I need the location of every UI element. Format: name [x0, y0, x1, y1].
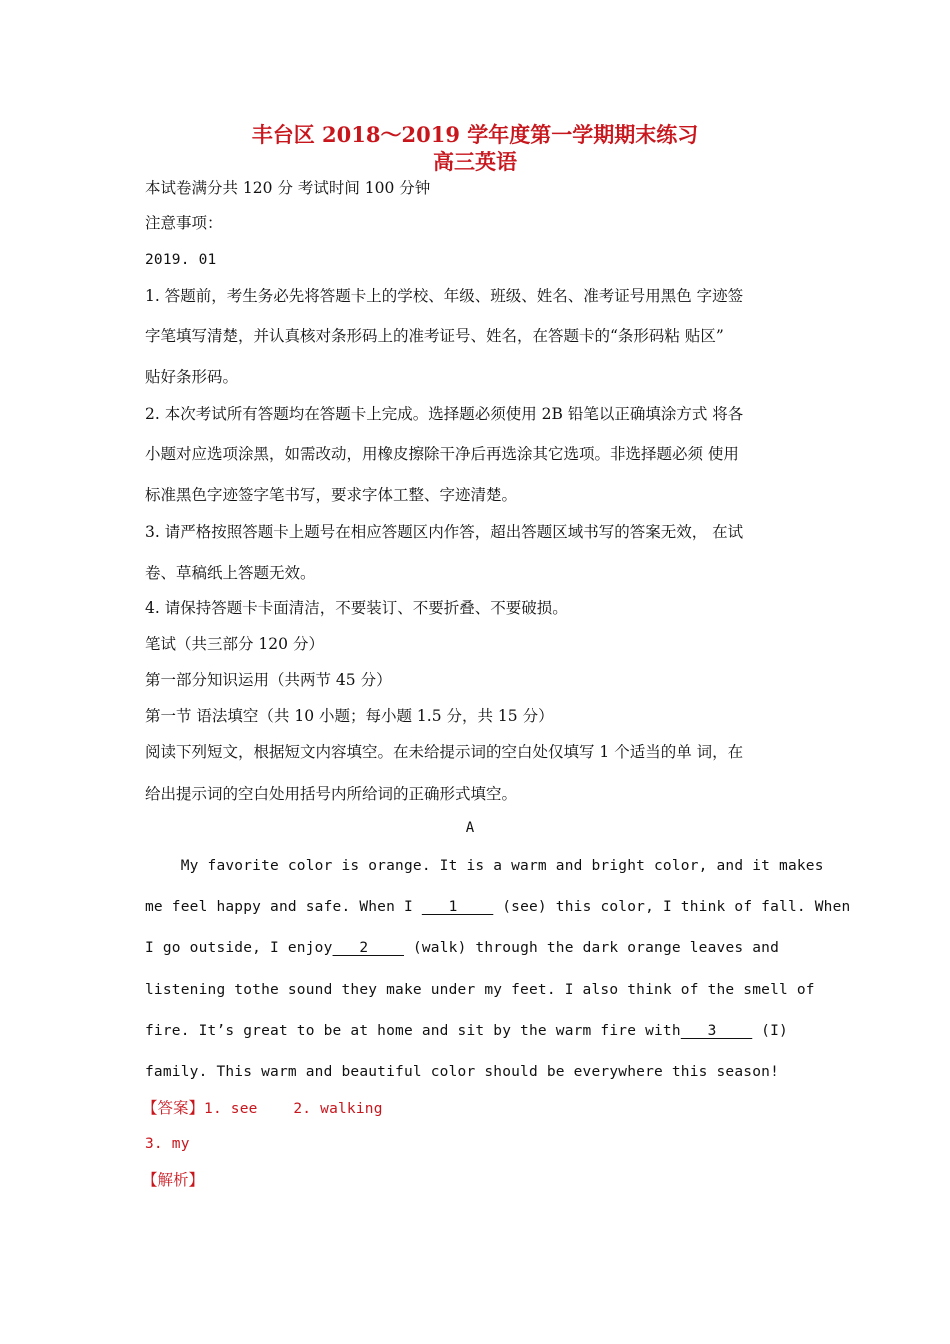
- passage-line-1: My favorite color is orange. It is a warm and bright color, and it makes: [145, 858, 824, 874]
- written-section-heading: 笔试（共三部分 120 分）: [145, 635, 324, 653]
- note-3-line-1: 3. 请严格按照答题卡上题号在相应答题区内作答，超出答题区域书写的答案无效， 在试: [145, 523, 744, 541]
- note-2-line-1: 2. 本次考试所有答题均在答题卡上完成。选择题必须使用 2B 铅笔以正确填涂方式 将各: [145, 405, 744, 423]
- instructions-line-1: 阅读下列短文，根据短文内容填空。在未给提示词的空白处仅填写 1 个适当的单 词，在: [145, 743, 744, 761]
- passage-line-3: [145, 938, 779, 958]
- note-2-line-2: 小题对应选项涂黑，如需改动，用橡皮擦除干净后再选涂其它选项。非选择题必须 使用: [145, 445, 739, 463]
- blank-3: 3: [680, 1023, 753, 1039]
- note-4-line-1: 4. 请保持答题卡卡面清洁，不要装订、不要折叠、不要破损。: [145, 599, 568, 617]
- passage-line-4: listening tothe sound they make under my feet. I also think of the smell of: [145, 982, 815, 998]
- blank-1: 1: [421, 899, 494, 915]
- exam-subtitle: 高三英语: [433, 149, 517, 174]
- answer-2: 2. walking: [293, 1101, 383, 1117]
- score-time-info: 本试卷满分共 120 分 考试时间 100 分钟: [145, 179, 431, 197]
- passage-line-5-post: (I): [752, 1023, 788, 1039]
- blank-2: 2: [332, 940, 404, 956]
- note-3-line-2: 卷、草稿纸上答题无效。: [145, 564, 316, 582]
- notes-heading: 注意事项：: [145, 214, 223, 232]
- passage-line-3-post: (walk) through the dark orange leaves and: [403, 940, 780, 956]
- passage-line-5-pre: fire. It’s great to be at home and sit by the warm fire with: [145, 1023, 681, 1039]
- passage-line-2-pre: me feel happy and safe. When I: [145, 899, 422, 915]
- note-1-line-1: 1. 答题前，考生务必先将答题卡上的学校、年级、班级、姓名、准考证号用黑色 字迹签: [145, 287, 744, 305]
- passage-line-2: [145, 897, 850, 917]
- note-1-line-2: 字笔填写清楚，并认真核对条形码上的准考证号、姓名，在答题卡的“条形码粘 贴区”: [145, 327, 724, 345]
- answer-1: 1. see: [204, 1101, 258, 1117]
- passage-line-2-post: (see) this color, I think of fall. When: [493, 899, 851, 915]
- note-1-line-3: 贴好条形码。: [145, 368, 239, 386]
- part1-heading: 第一部分知识运用（共两节 45 分）: [145, 671, 392, 689]
- passage-line-5: [145, 1021, 788, 1041]
- instructions-line-2: 给出提示词的空白处用括号内所给词的正确形式填空。: [145, 785, 518, 803]
- answer-label: 【答案】: [142, 1099, 205, 1117]
- note-2-line-3: 标准黑色字迹签字笔书写，要求字体工整、字迹清楚。: [145, 486, 518, 504]
- passage-line-3-pre: I go outside, I enjoy: [145, 940, 333, 956]
- answer-3: 3. my: [145, 1136, 190, 1152]
- passage-line-6: family. This warm and beautiful color should be everywhere this season!: [145, 1064, 780, 1080]
- section1-heading: 第一节 语法填空（共 10 小题；每小题 1.5 分，共 15 分）: [145, 707, 554, 725]
- answer-line: [142, 1098, 383, 1119]
- exam-date: 2019. 01: [145, 252, 217, 268]
- analysis-label: 【解析】: [142, 1171, 205, 1189]
- exam-title: 丰台区 2018～2019 学年度第一学期期末练习: [251, 122, 699, 147]
- passage-label: A: [465, 820, 475, 836]
